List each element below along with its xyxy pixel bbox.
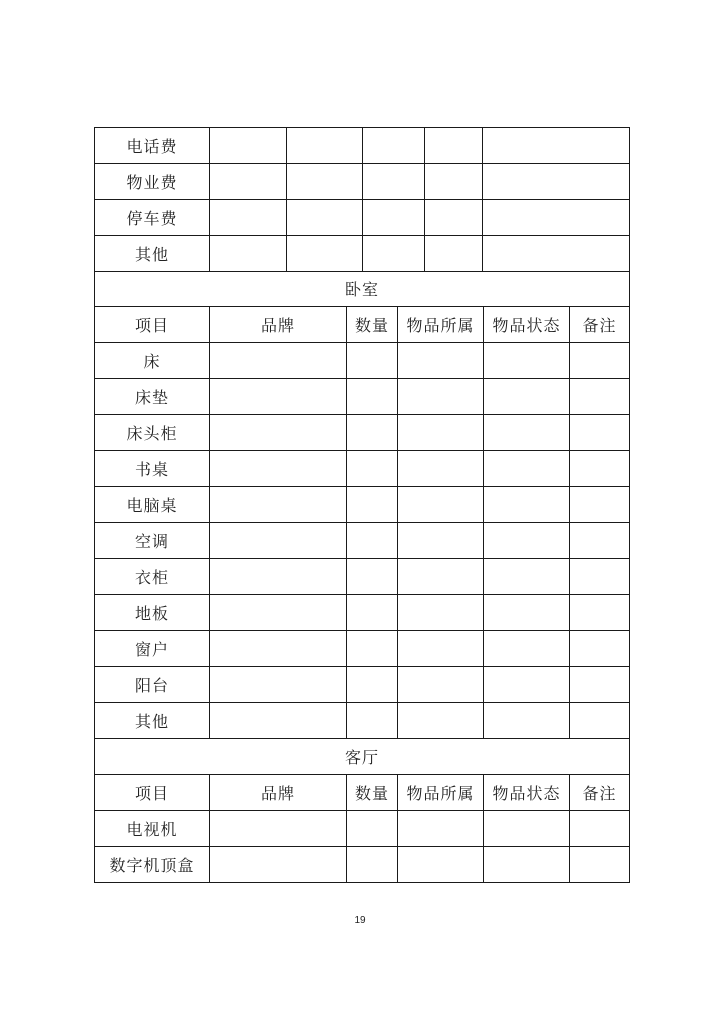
column-header: 项目 — [95, 307, 210, 343]
item-entry-cell — [570, 667, 630, 703]
item-entry-cell — [570, 703, 630, 739]
table-row — [95, 415, 630, 451]
section-row — [95, 271, 630, 307]
item-entry-cell — [347, 487, 398, 523]
page-number: 19 — [354, 915, 366, 926]
item-entry-cell — [570, 343, 630, 379]
item-entry-cell — [484, 379, 570, 415]
column-header: 数量 — [347, 307, 398, 343]
item-entry-cell — [398, 667, 484, 703]
item-entry-cell — [484, 343, 570, 379]
column-header: 项目 — [95, 775, 210, 811]
item-entry-cell — [570, 415, 630, 451]
item-entry-cell — [398, 487, 484, 523]
item-entry-cell — [570, 595, 630, 631]
fee-entry-cell — [425, 236, 483, 272]
fee-entry-cell — [483, 236, 630, 272]
fee-entry-cell — [287, 200, 363, 236]
item-entry-cell — [210, 667, 347, 703]
table-row — [95, 523, 630, 559]
header-row — [95, 775, 630, 811]
item-entry-cell — [347, 811, 398, 847]
fee-item-label: 物业费 — [95, 164, 210, 200]
fee-entry-cell — [425, 164, 483, 200]
rooms-table — [94, 271, 630, 883]
item-entry-cell — [347, 667, 398, 703]
item-entry-cell — [210, 595, 347, 631]
fee-entry-cell — [210, 128, 287, 164]
item-entry-cell — [347, 343, 398, 379]
item-entry-cell — [484, 703, 570, 739]
column-header: 物品状态 — [484, 775, 570, 811]
item-entry-cell — [398, 595, 484, 631]
section-title: 客厅 — [95, 739, 630, 775]
item-entry-cell — [570, 559, 630, 595]
fee-entry-cell — [425, 128, 483, 164]
column-header: 物品状态 — [484, 307, 570, 343]
item-label: 床 — [95, 343, 210, 379]
item-label: 阳台 — [95, 667, 210, 703]
item-entry-cell — [570, 847, 630, 883]
table-row — [95, 487, 630, 523]
item-entry-cell — [398, 379, 484, 415]
item-entry-cell — [347, 595, 398, 631]
fee-entry-cell — [483, 164, 630, 200]
fee-entry-cell — [363, 164, 425, 200]
section-title: 卧室 — [95, 271, 630, 307]
item-label: 衣柜 — [95, 559, 210, 595]
item-entry-cell — [484, 811, 570, 847]
item-entry-cell — [398, 703, 484, 739]
fee-entry-cell — [363, 128, 425, 164]
item-entry-cell — [398, 559, 484, 595]
item-label: 床头柜 — [95, 415, 210, 451]
table-row — [95, 236, 630, 272]
fee-entry-cell — [287, 128, 363, 164]
item-entry-cell — [570, 379, 630, 415]
column-header: 备注 — [570, 775, 630, 811]
section-row — [95, 739, 630, 775]
item-label: 床垫 — [95, 379, 210, 415]
table-row — [95, 847, 630, 883]
item-entry-cell — [210, 343, 347, 379]
item-entry-cell — [484, 415, 570, 451]
item-entry-cell — [210, 703, 347, 739]
item-entry-cell — [210, 415, 347, 451]
item-entry-cell — [398, 451, 484, 487]
table-row — [95, 631, 630, 667]
column-header: 品牌 — [210, 775, 347, 811]
item-entry-cell — [347, 703, 398, 739]
table-row — [95, 128, 630, 164]
fee-entry-cell — [483, 128, 630, 164]
item-entry-cell — [347, 559, 398, 595]
fee-item-label: 其他 — [95, 236, 210, 272]
item-entry-cell — [570, 631, 630, 667]
item-entry-cell — [484, 847, 570, 883]
table-row — [95, 811, 630, 847]
fee-entry-cell — [210, 200, 287, 236]
column-header: 备注 — [570, 307, 630, 343]
fees-table-body — [95, 128, 630, 272]
item-entry-cell — [398, 523, 484, 559]
fees-table — [94, 127, 630, 272]
table-row — [95, 451, 630, 487]
item-entry-cell — [484, 667, 570, 703]
item-label: 电视机 — [95, 811, 210, 847]
item-entry-cell — [347, 847, 398, 883]
item-entry-cell — [210, 631, 347, 667]
item-entry-cell — [210, 811, 347, 847]
fee-entry-cell — [287, 164, 363, 200]
fee-entry-cell — [363, 236, 425, 272]
item-entry-cell — [210, 451, 347, 487]
item-entry-cell — [484, 487, 570, 523]
item-entry-cell — [210, 379, 347, 415]
item-entry-cell — [484, 523, 570, 559]
item-label: 书桌 — [95, 451, 210, 487]
item-entry-cell — [347, 379, 398, 415]
item-entry-cell — [347, 523, 398, 559]
fee-entry-cell — [210, 164, 287, 200]
item-label: 地板 — [95, 595, 210, 631]
fee-entry-cell — [363, 200, 425, 236]
item-entry-cell — [398, 631, 484, 667]
item-entry-cell — [210, 487, 347, 523]
item-entry-cell — [347, 631, 398, 667]
item-label: 电脑桌 — [95, 487, 210, 523]
fee-item-label: 停车费 — [95, 200, 210, 236]
item-entry-cell — [398, 415, 484, 451]
item-entry-cell — [484, 631, 570, 667]
item-entry-cell — [210, 523, 347, 559]
item-entry-cell — [570, 523, 630, 559]
fee-entry-cell — [287, 236, 363, 272]
item-entry-cell — [398, 847, 484, 883]
fee-entry-cell — [210, 236, 287, 272]
item-entry-cell — [210, 847, 347, 883]
table-row — [95, 343, 630, 379]
item-entry-cell — [484, 559, 570, 595]
item-entry-cell — [484, 595, 570, 631]
fee-entry-cell — [425, 200, 483, 236]
table-row — [95, 667, 630, 703]
column-header: 品牌 — [210, 307, 347, 343]
table-row — [95, 164, 630, 200]
item-label: 数字机顶盒 — [95, 847, 210, 883]
header-row — [95, 307, 630, 343]
item-entry-cell — [484, 451, 570, 487]
item-entry-cell — [210, 559, 347, 595]
table-row — [95, 703, 630, 739]
item-label: 其他 — [95, 703, 210, 739]
fee-item-label: 电话费 — [95, 128, 210, 164]
rooms-table-body — [95, 271, 630, 883]
item-entry-cell — [570, 487, 630, 523]
column-header: 物品所属 — [398, 775, 484, 811]
item-label: 窗户 — [95, 631, 210, 667]
fee-entry-cell — [483, 200, 630, 236]
table-row — [95, 200, 630, 236]
column-header: 数量 — [347, 775, 398, 811]
item-entry-cell — [347, 415, 398, 451]
item-label: 空调 — [95, 523, 210, 559]
item-entry-cell — [398, 811, 484, 847]
item-entry-cell — [570, 451, 630, 487]
table-row — [95, 559, 630, 595]
item-entry-cell — [570, 811, 630, 847]
item-entry-cell — [347, 451, 398, 487]
table-row — [95, 595, 630, 631]
item-entry-cell — [398, 343, 484, 379]
column-header: 物品所属 — [398, 307, 484, 343]
table-row — [95, 379, 630, 415]
